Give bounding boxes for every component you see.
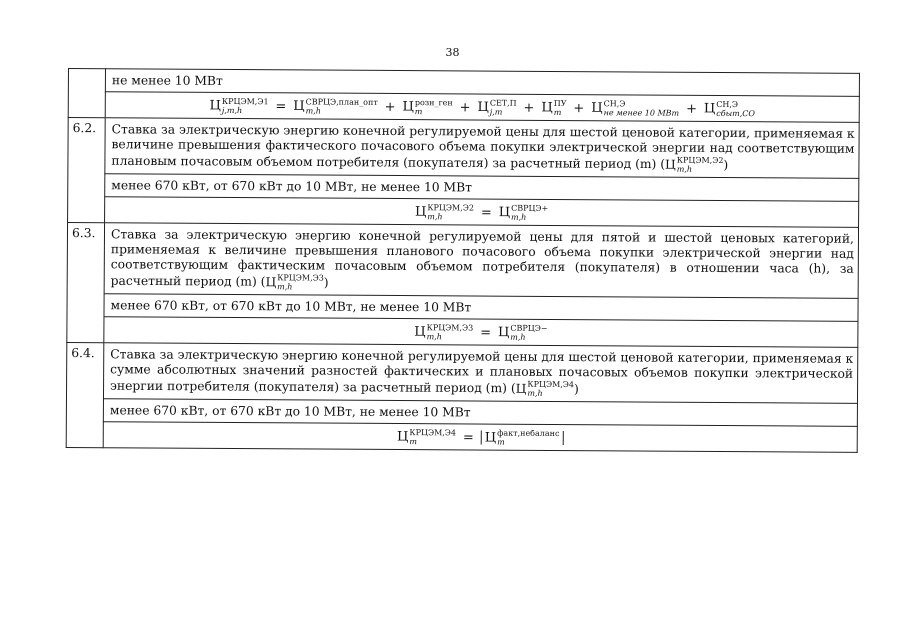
formula-subscript: m,h (427, 212, 443, 222)
section-description (105, 118, 859, 179)
absolute-value-bars (481, 430, 564, 445)
formula-subscript: m (553, 107, 562, 118)
formula-symbol: Ц (477, 100, 489, 116)
formula-superscript: КРЦЭМ,Э2 (676, 155, 724, 166)
formula-subscript: j,m (489, 107, 503, 117)
description-text: Ставка за электрическую энергию конечной регулируемой цены для шестой ценовой категории, применяемая к величине превышения фактического почасового объема покупки электрической энергии над соответствующим плановым почасовым объемом потребителя (покупателя) за расчетный период (m) ( (111, 122, 855, 172)
formula-e2 (415, 203, 548, 222)
formula-subscript: m (414, 107, 423, 117)
category-cell: менее 670 кВт, от 670 кВт до 10 МВт, не менее 10 МВт (103, 399, 857, 427)
table-row (67, 223, 858, 299)
formula-superscript: КРЦЭМ,Э4 (527, 379, 575, 390)
formula-symbol: Ц (397, 429, 409, 445)
formula-symbol: Ц (484, 430, 497, 446)
description-text: Ставка за электрическую энергию конечной регулируемой цены для пятой и шестой ценовых категорий, применяемая к величине превышения планового почасового объема покупки электрической энергии над соответствующим фактическим почасовым объемом потребителя (покупателя) в отношении часа (h), за расчетный период (m) ( (110, 227, 855, 289)
formula-symbol: Ц (265, 274, 277, 289)
formula-subscript: m,h (510, 332, 526, 342)
formula-symbol: Ц (541, 100, 553, 116)
tariff-table (66, 68, 860, 453)
formula-subscript: m (497, 437, 505, 447)
section-description (104, 223, 858, 299)
formula-superscript: КРЦЭМ,Э2 (427, 203, 475, 213)
formula-operator: + (686, 101, 698, 117)
formula-subscript: m,h (305, 106, 321, 116)
table-row (66, 421, 857, 452)
formula-superscript: СЕТ,П (489, 98, 517, 108)
formula-operator: = (275, 98, 287, 114)
formula-subscript: j,m,h (221, 105, 243, 116)
closing-paren: ) (323, 275, 329, 290)
formula-symbol: Ц (497, 325, 510, 341)
formula-operator: + (523, 100, 535, 116)
formula-e1 (210, 97, 756, 118)
formula-symbol: Ц (414, 204, 427, 220)
section-number: 6.2. (68, 118, 106, 223)
table-row (66, 342, 857, 403)
formula-superscript: КРЦЭМ,Э3 (426, 323, 474, 333)
formula-e4 (397, 428, 563, 447)
formula-operator: + (384, 99, 396, 115)
formula-symbol: Ц (515, 381, 527, 396)
formula-symbol: Ц (293, 98, 305, 114)
table-row (68, 118, 859, 179)
formula-symbol: Ц (591, 100, 603, 116)
formula-operator: = (480, 325, 492, 341)
formula-subscript: m,h (676, 164, 693, 174)
page-number: 38 (445, 46, 460, 59)
formula-cell (103, 422, 857, 453)
formula-superscript: СН,Э (603, 99, 626, 109)
formula-superscript: КРЦЭМ,Э4 (409, 428, 457, 438)
formula-symbol: Ц (402, 99, 414, 115)
formula-operator: + (459, 99, 471, 115)
formula-subscript: m,h (426, 332, 442, 342)
formula-operator: + (573, 100, 585, 116)
section-description (103, 343, 857, 404)
formula-superscript: СВРЦЭ,план_опт (305, 97, 378, 107)
formula-subscript: m,h (277, 282, 293, 292)
category-cell: не менее 10 МВт (105, 69, 859, 97)
category-cell: менее 670 кВт, от 670 кВт до 10 МВт, не менее 10 МВт (105, 174, 859, 202)
formula-subscript: m,h (511, 212, 527, 222)
formula-symbol: Ц (703, 101, 716, 117)
formula-superscript: СН,Э (716, 99, 739, 110)
description-text: Ставка за электрическую энергию конечной регулируемой цены для шестой ценовой категории, применяемая к сумме абсолютных значений разностей фактических и плановых почасовых объемов покупки электрической энергии потребителя (покупателя) за расчетный период (m) ( (110, 347, 854, 396)
formula-superscript: КРЦЭМ,Э3 (277, 273, 324, 283)
formula-superscript: факт,небаланс (497, 428, 560, 439)
section-number: 6.3. (67, 223, 105, 343)
formula-symbol: Ц (665, 157, 676, 172)
formula-superscript: розн_ген (414, 98, 453, 108)
formula-symbol: Ц (414, 324, 426, 340)
category-cell: менее 670 кВт, от 670 кВт до 10 МВт, не менее 10 МВт (104, 294, 858, 322)
formula-symbol: Ц (498, 205, 511, 221)
formula-superscript: СВРЦЭ− (510, 323, 548, 333)
closing-paren: ) (573, 381, 579, 396)
section-number: 6.4. (66, 342, 104, 447)
formula-e3 (414, 323, 547, 342)
formula-operator: = (462, 429, 474, 445)
formula-operator: = (480, 205, 492, 221)
closing-paren: ) (723, 157, 729, 172)
formula-symbol: Ц (209, 98, 221, 114)
formula-subscript: m (409, 437, 417, 447)
formula-subscript: сбыт,СО (716, 108, 755, 119)
formula-superscript: КРЦЭМ,Э1 (221, 96, 269, 107)
number-cell-empty (68, 69, 105, 118)
formula-superscript: СВРЦЭ+ (511, 203, 549, 213)
formula-subscript: m,h (527, 388, 543, 398)
formula-superscript: ПУ (553, 98, 567, 109)
formula-subscript: не менее 10 МВт (603, 108, 680, 118)
